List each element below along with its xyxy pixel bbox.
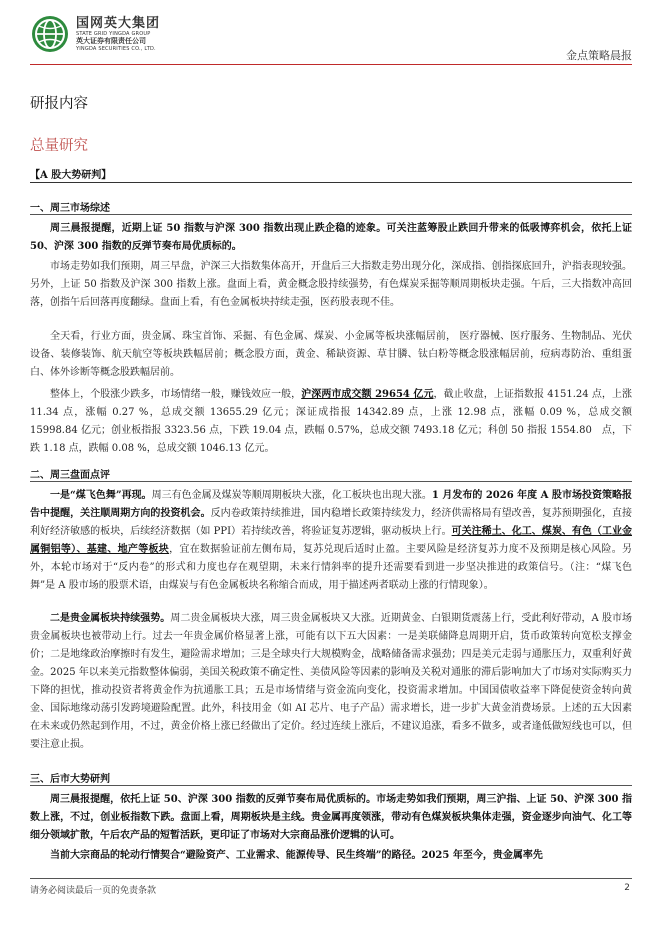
heading-outlook: 三、后市大势研判 (30, 774, 110, 785)
paragraph-indices (30, 386, 632, 458)
text-segment: 周三有色金属及煤炭等顺周期板块大涨，化工板块也出现大涨。 (151, 490, 432, 501)
paragraph-precious-metals (30, 610, 632, 754)
tag-divider (30, 182, 632, 183)
heading-divider (30, 214, 632, 215)
report-type: 金点策略晨报 (566, 49, 632, 62)
paragraph-sectors: 全天看，行业方面，贵金属、珠宝首饰、采掘、有色金属、煤炭、小金属等板块涨幅居前， 医疗器械、医疗服务、生物制品、光伏设备、装修装饰、航天航空等板块跌幅居前；概念股方面，黄金、稀缺资源、草甘膦、钛白粉等概念股涨幅居前，痘病毒防治、重组蛋白、体外诊断等概念股跌幅居前。 (30, 331, 632, 378)
paragraph-outlook: 周三晨报提醒，依托上证 50、沪深 300 指数的反弹节奏布局优质标的。市场走势如我们预期，周三沪指、上证 50、沪深 300 指数上涨，不过，创业板指数下跌。盘面上看，周期板块是主线。贵金属再度领涨，带动有色煤炭板块集体走强，资金逐步向油气、化工等细分领域扩散，午后农产品的短暂活跃，更印证了市场对大宗商品涨价逻辑的认可。 (30, 794, 632, 841)
heading-divider (30, 481, 632, 482)
page-number: 2 (624, 883, 630, 893)
paragraph-reminder: 周三晨报提醒，近期上证 50 指数与沪深 300 指数出现止跌企稳的迹象。可关注蓝筹股止跌回升带来的低吸博弈机会，依托上证 50、沪深 300 指数的反弹节奏布局优质标的。 (30, 223, 632, 252)
securities-name-en: YINGDA SECURITIES CO., LTD. (76, 46, 156, 52)
company-logo (30, 14, 160, 54)
text-segment: ，宜在数据验证前左侧布局，复苏兑现后适时止盈。主要风险是经济复苏力度不及预期是核心风险。另外，本轮市场对于“反内卷”的形式和力度也存在观望期，未来行情斜率的提升还需要看到进一步坚决推进的政策信号。（注：“煤飞色舞”是 A 股市场的股票术语，由煤炭与有色金属板块名称缩合而成，用于描述两者联动上涨的行情现象）。 (30, 544, 633, 591)
company-name-cn: 国网英大集团 (76, 16, 161, 31)
text-segment: ，截止收盘，上证指数报 4151.24 点，上涨 11.34 点，涨幅 0.27 %，总成交额 13655.29 亿元；深证成指报 14342.89 点，上涨 12.98 点，涨幅 0.09 %，总成交额 15998.84 亿元；创业板指报 3323.56 点，下跌 19.04 点，跌幅 0.57%，总成交额 7493.18 亿元；科创 50 指报 1554.80 点，下跌 1.18 点，跌幅 0.08 %，总成交额 1046.13 亿元。 (30, 389, 632, 454)
section-subtitle: 总量研究 (30, 138, 88, 154)
sector-highlight: 可关注稀土、化工、煤炭、有色（工业金属铜铝等）、基建、地产等板块 (30, 526, 632, 555)
heading-market-review: 一、周三市场综述 (30, 203, 110, 214)
heading-divider (30, 785, 632, 786)
text-segment: 周二贵金属板块大涨，周三贵金属板块又大涨。近期黄金、白银期货震荡上行，受此利好带动，A 股市场贵金属板块也被带动上行。过去一年贵金属价格显著上涨，可能有以下五大因素：一是美联储降息周期开启，货币政策转向宽松支撑金价；二是地缘政治摩擦时有发生，避险需求增加；三是全球央行大规模购金，战略储备需求强劲；四是美元走弱与通胀压力，双重利好黄金。2025 年以来美元指数整体偏弱，美国关税政策不确定性、美债风险等因素的影响及关税对通胀的滞后影响加大了市场对实际购买力下降的担忧，推动投资者将黄金作为抗通胀工具；五是市场情绪与资金流向变化，投资需求增加。中国国债收益率下降促使资金转向黄金、国际地缘动荡引发跨境避险配置。此外，科技用金（如 AI 芯片、电子产品）需求增长，进一步扩大黄金消费场景。上述的五大因素在未来或仍然起到作用，不过，黄金价格上涨已经做出了定价。经过连续上涨后，不建议追涨，看多不做多，或者逢低做短线也可以，但要注意止损。 (30, 613, 633, 750)
disclaimer-note: 请务必阅读最后一页的免责条款 (30, 886, 157, 896)
section-title: 研报内容 (30, 96, 88, 112)
turnover-highlight: 沪深两市成交额 29654 亿元 (301, 389, 434, 400)
header-divider (30, 64, 632, 65)
heading-market-comment: 二、周三盘面点评 (30, 470, 110, 481)
globe-logo-icon (30, 14, 70, 54)
paragraph-commodities: 当前大宗商品的轮动行情契合“避险资产、工业需求、能源传导、民生终端”的路径。2025 年至今，贵金属率先 (50, 850, 543, 861)
strategy-reminder: 1 月发布的 2026 年度 A 股市场投资策略报告中提醒，关注顺周期方向的投资机会。 (30, 490, 632, 519)
company-name-en: STATE GRID YINGDA GROUP (76, 31, 151, 37)
point-two-title: 二是贵金属板块持续强势。 (50, 613, 171, 624)
topic-tag: 【A 股大势研判】 (30, 170, 112, 181)
page-header (0, 0, 662, 66)
paragraph-coal-nonferrous (30, 487, 632, 595)
securities-name-cn: 英大证券有限责任公司 (76, 37, 146, 45)
point-one-title: 一是“煤飞色舞”再现。 (50, 490, 152, 501)
text-segment: 整体上，个股涨少跌多，市场情绪一般，赚钱效应一般， (50, 389, 302, 400)
paragraph-market-trend: 市场走势如我们预期，周三早盘，沪深三大指数集体高开，开盘后三大指数走势出现分化，深成指、创指探底回升，沪指表现较强。另外，上证 50 指数及沪深 300 指数上涨。盘面上看，黄金概念股持续强势，有色煤炭采掘等顺周期板块走强。午后，三大指数冲高回落，创指午后回落再度翻绿。盘面上看，有色金属板块持续走强，医药股表现不佳。 (30, 261, 632, 308)
text-segment: 反内卷政策持续推进，国内稳增长政策持续发力，经济供需格局有望改善，复苏预期强化，直接利好经济敏感的板块，后续经济数据（如 PPI）若持续改善，将验证复苏逻辑，驱动板块上行。 (30, 508, 633, 537)
footer-divider (30, 878, 632, 879)
